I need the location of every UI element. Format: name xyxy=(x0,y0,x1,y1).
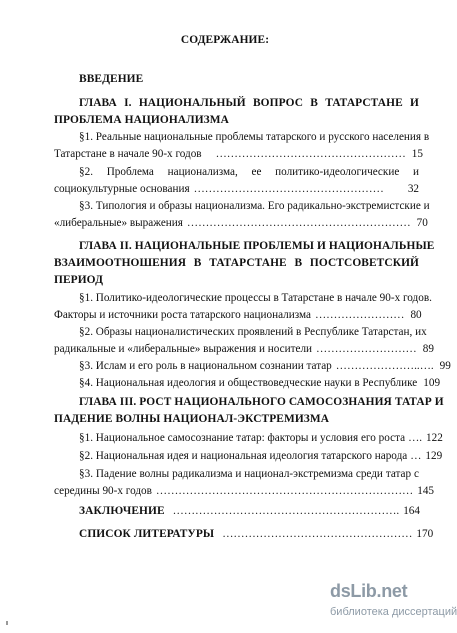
ch2-sec1-leader: …………………… xyxy=(314,309,405,321)
ch2-sec3-text: §3. Ислам и его роль в национальном сознании татар xyxy=(79,360,332,372)
toc-title: СОДЕРЖАНИЕ: xyxy=(180,34,270,46)
ch3-sec2-line xyxy=(79,450,443,463)
ch1-sec1-leader: …………………………………………… xyxy=(215,148,406,160)
ch2-sec2-page: 89 xyxy=(422,343,434,355)
ch1-sec3-text: «либеральные» выражения xyxy=(54,217,183,229)
ch1-sec1-line2 xyxy=(54,148,423,161)
chapter-1-heading-line1: ГЛАВА I. НАЦИОНАЛЬНЫЙ ВОПРОС В ТАТАРСТАНЕ И xyxy=(79,97,419,109)
chapter-2-heading-line1: ГЛАВА II. НАЦИОНАЛЬНЫЕ ПРОБЛЕМЫ И НАЦИОНАЛЬНЫЕ xyxy=(79,240,435,252)
ch1-sec2-line2 xyxy=(54,183,419,196)
conclusion-leader: ……………………………………………………. xyxy=(172,505,400,517)
ch2-sec3-line xyxy=(79,360,451,373)
conclusion-label: ЗАКЛЮЧЕНИЕ xyxy=(79,505,165,517)
ch3-sec3-line2 xyxy=(54,485,435,498)
chapter-2-heading-line3: ПЕРИОД xyxy=(54,274,104,286)
ch2-sec3-page: 99 xyxy=(439,360,451,372)
ch2-sec2-line1: §2. Образы националистических проявлений в Республике Татарстан, их xyxy=(79,326,427,338)
ch2-sec1-text: Факторы и источники роста татарского национализма xyxy=(54,309,311,321)
references-leader: …………………………………………… xyxy=(222,528,413,540)
ch1-sec2-page: 32 xyxy=(407,183,419,195)
scan-edge-mark xyxy=(6,621,8,625)
watermark-subtitle: библиотека диссертаций xyxy=(330,606,457,618)
watermark-logo xyxy=(330,581,407,602)
ch1-sec3-line2 xyxy=(54,217,428,230)
conclusion-line xyxy=(79,505,419,518)
ch3-sec3-line1: §3. Падение волны радикализма и национал-экстремизма среди татар с xyxy=(79,468,419,480)
ch3-sec3-leader: …………………………………………………………… xyxy=(155,485,414,497)
ch2-sec1-line2 xyxy=(54,309,422,322)
watermark-logo-sep: . xyxy=(376,581,382,601)
toc-intro: ВВЕДЕНИЕ xyxy=(79,73,144,85)
ch2-sec2-leader: ……………………… xyxy=(316,343,417,355)
ch3-sec3-text: середины 90-х годов xyxy=(54,485,152,497)
ch3-sec2-page: 129 xyxy=(425,450,443,462)
ch1-sec2-text: социокультурные основания xyxy=(54,183,190,195)
ch2-sec4-text: §4. Национальная идеология и обществоведческие науки в Республике xyxy=(79,377,418,389)
ch1-sec3-line1: §3. Типология и образы национализма. Его радикально-экстремистские и xyxy=(79,200,430,212)
ch1-sec1-line1: §1. Реальные национальные проблемы татарского и русского населения в xyxy=(79,131,430,143)
references-page: 170 xyxy=(416,528,434,540)
references-label: СПИСОК ЛИТЕРАТУРЫ xyxy=(79,528,215,540)
ch3-sec1-page: 122 xyxy=(426,432,443,444)
ch3-sec2-text: §2. Национальная идея и национальная идеология татарского народа xyxy=(79,450,408,462)
watermark-logo-main: dsLib xyxy=(330,581,377,601)
ch2-sec2-text: радикальные и «либеральные» выражения и носители xyxy=(54,343,313,355)
ch3-sec3-page: 145 xyxy=(417,485,435,497)
ch2-sec3-leader: …………………..…. xyxy=(335,360,434,372)
ch1-sec2-leader: …………………………………………… xyxy=(193,183,384,195)
ch1-sec3-page: 70 xyxy=(416,217,428,229)
ch1-sec2-line1: §2. Проблема национализма, ее политико-идеологические и xyxy=(79,166,419,178)
ch2-sec4-page: 109 xyxy=(423,377,441,389)
chapter-3-heading-line1: ГЛАВА III. РОСТ НАЦИОНАЛЬНОГО САМОСОЗНАНИЯ ТАТАР И xyxy=(79,396,444,408)
ch3-sec1-leader: …. xyxy=(408,432,423,444)
chapter-2-heading-line2: ВЗАИМООТНОШЕНИЯ В ТАТАРСТАНЕ В ПОСТСОВЕТСКИЙ xyxy=(54,257,419,269)
ch2-sec1-page: 80 xyxy=(410,309,422,321)
ch1-sec1-page: 15 xyxy=(411,148,423,160)
ch2-sec4-line xyxy=(79,377,441,390)
watermark-logo-tld: net xyxy=(381,581,408,601)
references-line xyxy=(79,528,434,541)
conclusion-page: 164 xyxy=(403,505,420,517)
ch3-sec1-line xyxy=(79,432,443,445)
ch2-sec1-line1: §1. Политико-идеологические процессы в Татарстане в начале 90-х годов. xyxy=(79,292,432,304)
ch1-sec3-leader: …………………………………………………… xyxy=(186,217,411,229)
ch3-sec1-text: §1. Национальное самосознание татар: факторы и условия его роста xyxy=(79,432,406,444)
chapter-1-heading-line2: ПРОБЛЕМА НАЦИОНАЛИЗМА xyxy=(54,114,229,126)
chapter-3-heading-line2: ПАДЕНИЕ ВОЛНЫ НАЦИОНАЛ-ЭКСТРЕМИЗМА xyxy=(54,413,330,425)
ch3-sec2-leader: … xyxy=(410,450,422,462)
ch2-sec2-line2 xyxy=(54,343,434,356)
ch1-sec1-text: Татарстане в начале 90-х годов xyxy=(54,148,202,160)
